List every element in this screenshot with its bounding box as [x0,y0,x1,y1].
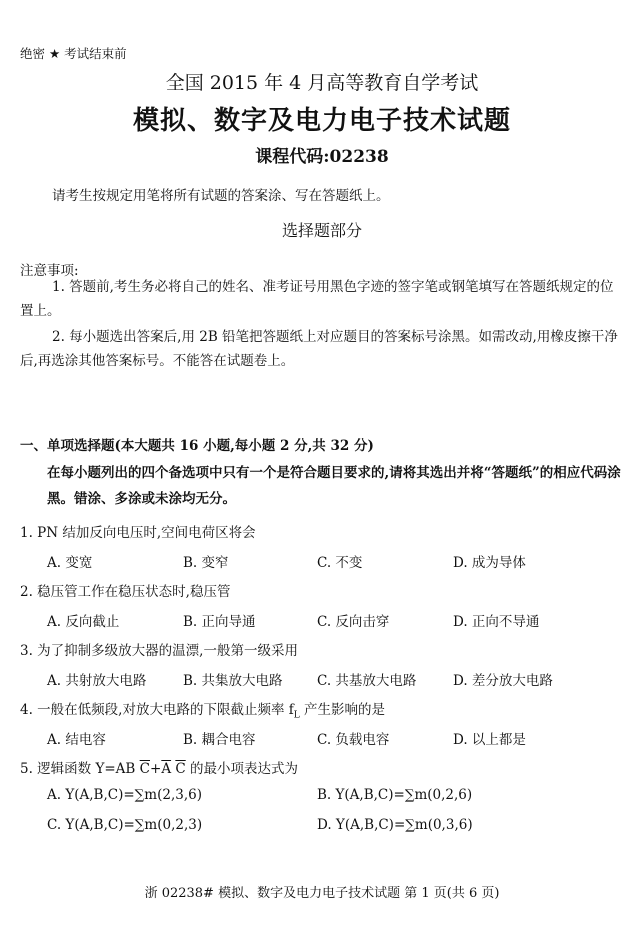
question-5-stem [20,757,298,777]
q5-stem-bar-a: $\overline{A}$ [161,761,172,777]
exam-instruction: 请考生按规定用笔将所有试题的答案涂、写在答题纸上。 [52,188,390,204]
section-title: 选择题部分 [281,221,362,240]
page-footer: 浙 02238# 模拟、数字及电力电子技术试题 第 1 页(共 6 页) [144,886,500,901]
question-1-stem: 1. PN 结加反向电压时,空间电荷区将会 [20,525,256,541]
q4-option-b: B. 耦合电容 [183,732,256,748]
q4-stem-suffix: 产生影响的是 [299,702,386,718]
q1-option-d: D. 成为导体 [453,555,526,571]
note-item-2: 2. 每小题选出答案后,用 2B 铅笔把答题纸上对应题目的答案标号涂黑。如需改动,用橡皮擦干净后,再选涂其他答案标号。不能答在试题卷上。 [20,329,618,369]
q2-option-c: C. 反向击穿 [317,614,390,630]
q5-option-c: C. Y(A,B,C)=∑m(0,2,3) [47,817,203,833]
question-3-stem: 3. 为了抑制多级放大器的温漂,一般第一级采用 [20,643,298,659]
exam-title: 全国 2015 年 4 月高等教育自学考试 [165,72,479,94]
q3-option-b: B. 共集放大电路 [183,673,283,689]
confidential-label: 绝密 ★ 考试结束前 [20,46,127,61]
q4-option-d: D. 以上都是 [453,732,526,748]
q2-option-b: B. 正向导通 [183,614,256,630]
q4-stem-prefix: 4. 一般在低频段,对放大电路的下限截止频率 f [20,702,294,718]
q3-option-c: C. 共基放大电路 [317,673,417,689]
part1-description: 在每小题列出的四个备选项中只有一个是符合题目要求的,请将其选出并将“答题纸”的相应代码涂黑。错涂、多涂或未涂均无分。 [47,465,621,507]
question-4-stem [20,698,385,721]
q2-option-a: A. 反向截止 [47,614,120,630]
course-code: 课程代码:02238 [255,147,389,167]
paper-title: 模拟、数字及电力电子技术试题 [132,106,511,136]
q3-option-d: D. 差分放大电路 [453,673,553,689]
notes-heading: 注意事项: [20,263,79,279]
q5-option-d: D. Y(A,B,C)=∑m(0,3,6) [317,817,473,833]
q3-option-a: A. 共射放大电路 [47,673,147,689]
q5-stem-suffix: 的最小项表达式为 [185,761,298,777]
q1-option-b: B. 变窄 [183,555,229,571]
question-2-stem: 2. 稳压管工作在稳压状态时,稳压管 [20,584,231,600]
q1-option-a: A. 变宽 [47,555,93,571]
q4-stem-subscript: L [293,710,300,721]
q5-option-b: B. Y(A,B,C)=∑m(0,2,6) [317,787,473,803]
q4-option-c: C. 负载电容 [317,732,390,748]
q2-option-d: D. 正向不导通 [453,614,540,630]
q4-option-a: A. 结电容 [47,732,106,748]
q5-stem-prefix: 5. 逻辑函数 Y=AB [20,761,140,777]
part1-heading: 一、单项选择题(本大题共 16 小题,每小题 2 分,共 32 分) [20,438,374,454]
note-item-1: 1. 答题前,考生务必将自己的姓名、准考证号用黑色字迹的签字笔或钢笔填写在答题纸规定的位置上。 [20,279,614,319]
q5-stem-plus: + [150,761,162,777]
q5-option-a: A. Y(A,B,C)=∑m(2,3,6) [47,787,202,803]
q5-stem-bar-c: $\overline{C}$ [139,761,150,777]
q1-option-c: C. 不变 [317,555,363,571]
q5-stem-bar-c2: $\overline{C}$ [175,761,186,777]
